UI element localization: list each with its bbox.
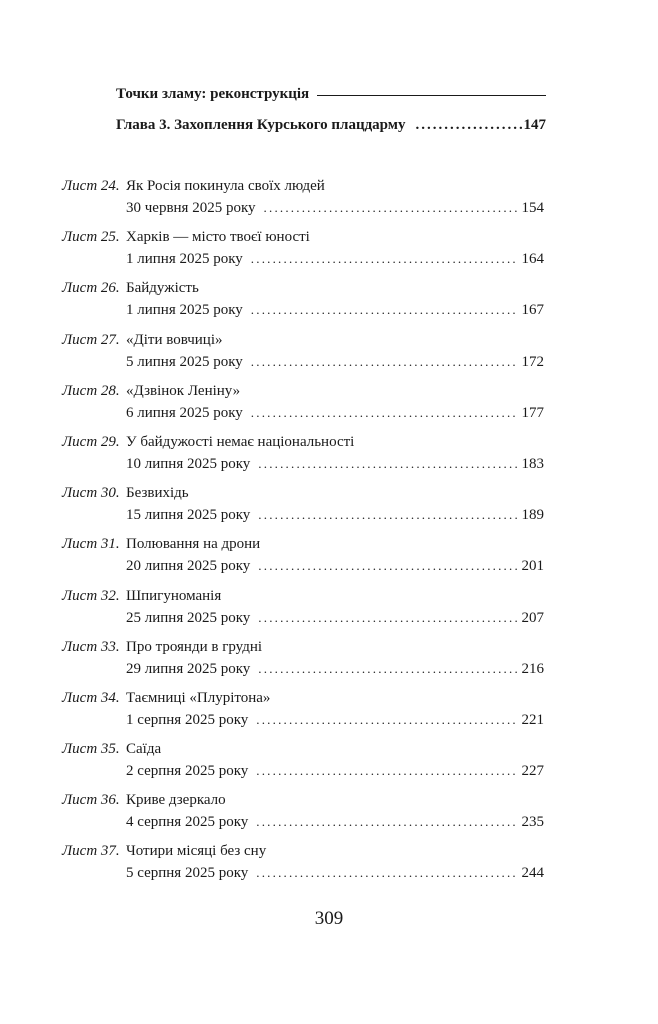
section-rule [317,95,546,96]
toc-entry [62,176,544,227]
toc-entry [62,688,544,739]
toc-entry [62,278,544,329]
entry-date: 20 липня 2025 року [126,558,251,575]
entry-label: Лист 32. [62,587,120,604]
toc-entry [62,483,544,534]
chapter-page: 147 [523,117,546,133]
entry-label: Лист 24. [62,178,120,194]
entry-date: 4 серпня 2025 року [126,814,249,831]
entry-title: У байдужості немає національності [126,433,355,450]
entry-leader-dots [256,760,517,781]
entry-leader-dots [258,504,517,525]
entry-label: Лист 25. [62,229,120,246]
entry-page: 177 [521,404,544,421]
entry-leader-dots [256,862,517,883]
entry-leader-dots [251,351,518,372]
entry-label: Лист 36. [62,792,120,809]
entry-title: Як Росія покинула своїх людей [126,178,325,194]
toc-entry [62,330,544,381]
entry-title: Криве дзеркало [126,792,226,809]
entry-title: «Дзвінок Леніну» [126,382,241,399]
entry-leader-dots [258,658,517,679]
entry-date: 30 червня 2025 року [126,200,256,216]
entry-label: Лист 37. [62,843,120,860]
entry-page: 183 [521,455,544,472]
chapter-title: Глава 3. Захоплення Курського плацдарму [116,117,406,133]
entry-date: 15 липня 2025 року [126,507,251,524]
toc-entry [62,432,544,483]
toc-entry [62,586,544,637]
entry-date: 29 липня 2025 року [126,660,251,677]
entry-date: 6 липня 2025 року [126,404,243,421]
entry-page: 167 [521,302,544,319]
toc-entry [62,227,544,278]
entry-leader-dots [256,709,517,730]
entry-label: Лист 31. [62,536,120,553]
entry-page: 201 [521,558,544,575]
chapter-heading [116,117,546,134]
entry-title: Про троянди в грудні [126,638,263,655]
entry-page: 189 [521,507,544,524]
entry-label: Лист 26. [62,280,120,297]
entry-date: 1 липня 2025 року [126,302,243,319]
entry-leader-dots [258,453,517,474]
toc-entry [62,739,544,790]
entry-page: 227 [521,763,544,780]
entry-title: Таємниці «Плурітона» [126,689,271,706]
entry-date: 1 липня 2025 року [126,251,243,268]
entry-leader-dots [251,248,518,269]
entry-title: Саїда [126,741,162,758]
entry-label: Лист 35. [62,741,120,758]
entry-label: Лист 33. [62,638,120,655]
page-number: 309 [314,908,344,929]
toc-entries [62,176,544,893]
section-title: Точки зламу: реконструкція [116,86,310,102]
entry-label: Лист 29. [62,433,120,450]
toc-entry [62,790,544,841]
entry-page: 172 [521,353,544,370]
entry-leader-dots [251,402,518,423]
entry-title: Харків — місто твоєї юності [126,229,310,246]
entry-leader-dots [256,811,517,832]
entry-page: 244 [521,865,544,882]
entry-page: 221 [521,711,544,728]
entry-date: 25 липня 2025 року [126,609,251,626]
entry-page: 216 [521,660,544,677]
entry-label: Лист 34. [62,689,120,706]
entry-leader-dots [251,299,518,320]
entry-leader-dots [258,607,517,628]
entry-label: Лист 28. [62,382,120,399]
entry-page: 235 [521,814,544,831]
entry-date: 10 липня 2025 року [126,455,251,472]
entry-date: 2 серпня 2025 року [126,763,249,780]
entry-title: Безвихідь [126,485,189,502]
toc-entry [62,637,544,688]
toc-entry [62,534,544,585]
entry-label: Лист 30. [62,485,120,502]
entry-title: Чотири місяці без сну [126,843,267,860]
entry-title: Байдужість [126,280,199,297]
toc-entry [62,841,544,892]
toc-entry [62,381,544,432]
entry-title: «Діти вовчиці» [126,331,223,348]
entry-leader-dots [264,197,518,218]
entry-date: 5 липня 2025 року [126,353,243,370]
entry-leader-dots [258,555,517,576]
entry-date: 5 серпня 2025 року [126,865,249,882]
entry-page: 154 [521,200,544,216]
entry-title: Полювання на дрони [126,536,261,553]
entry-title: Шпигуноманія [126,587,222,604]
chapter-leader-dots [416,117,522,134]
section-heading [116,86,546,103]
entry-date: 1 серпня 2025 року [126,711,249,728]
entry-label: Лист 27. [62,331,120,348]
entry-page: 164 [521,251,544,268]
entry-page: 207 [521,609,544,626]
